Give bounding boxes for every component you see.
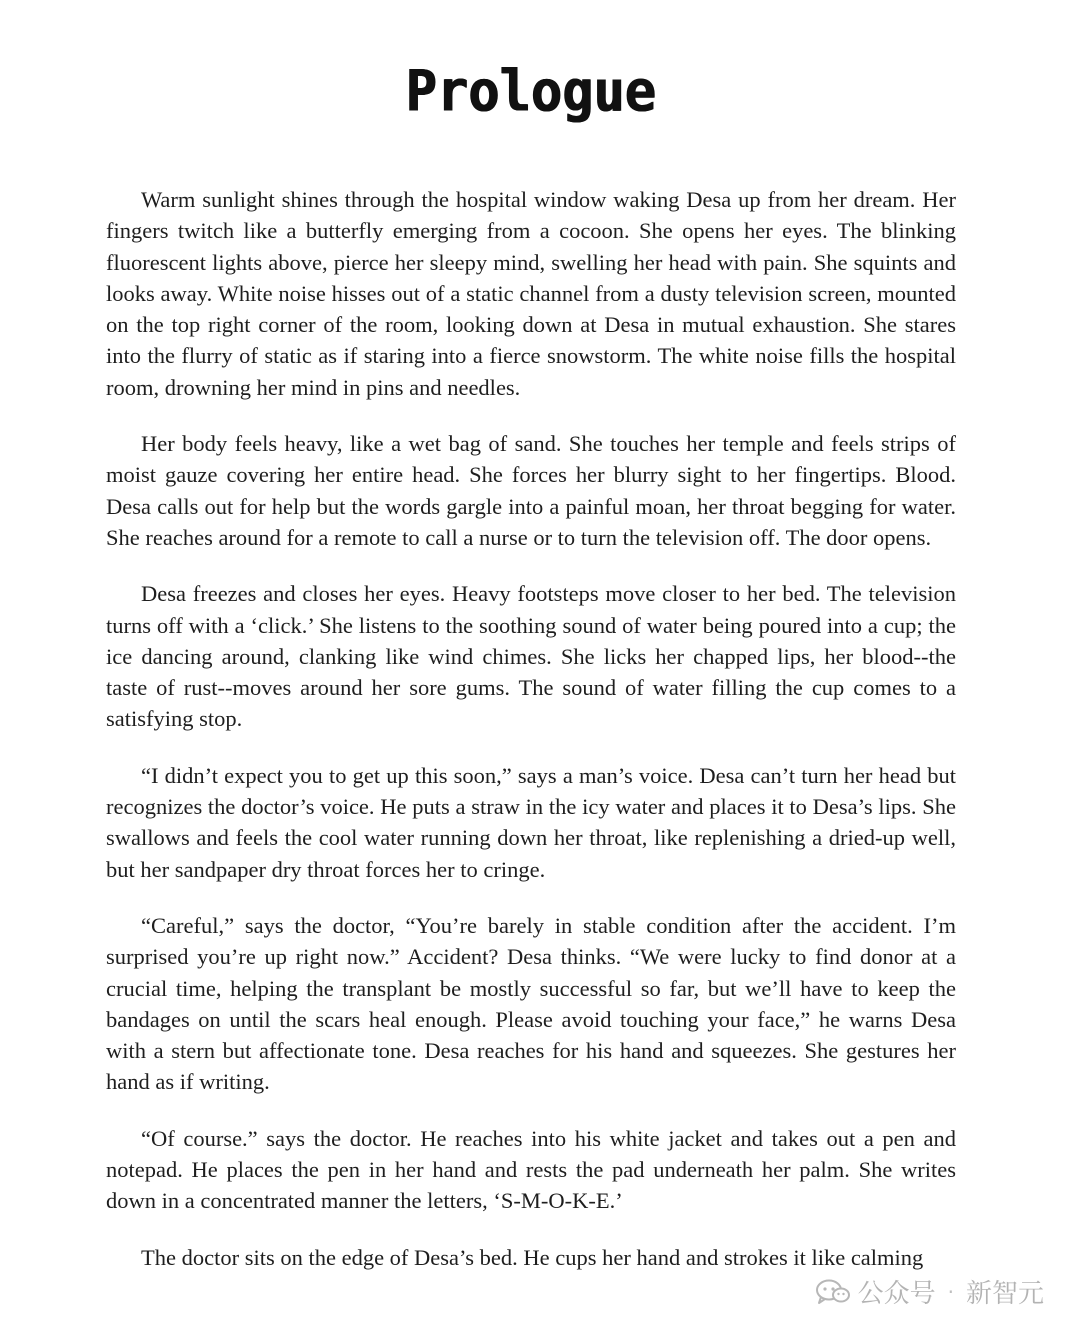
- watermark-name: 新智元: [965, 1279, 1044, 1309]
- watermark-account-type: 公众号: [857, 1279, 936, 1309]
- paragraph: “Careful,” says the doctor, “You’re barely in stable condition after the accident. I’m surprised you’re up right now.” Accident? Desa thinks. “We were lucky to find donor at a crucial time, helping the transplant be mostly successful so far, but we’ll have to keep the bandages on until the scars heal enough. Please avoid touching your face,” he warns Desa with a stern but affectionate tone. Desa reaches for his hand and squeezes. She gestures her hand as if writing.: [106, 912, 956, 1095]
- paragraph: Her body feels heavy, like a wet bag of sand. She touches her temple and feels strips of moist gauze covering her entire head. She forces her blurry sight to her fingertips. Blood. Desa calls out for help but the words gargle into a painful moan, her throat begging for water. She reaches around for a remote to call a nurse or to turn the television off. The door opens.: [106, 431, 956, 550]
- paragraph: Desa freezes and closes her eyes. Heavy footsteps move closer to her bed. The television turns off with a ‘click.’ She listens to the soothing sound of water being poured into a cup; the ice dancing around, clanking like wind chimes. She licks her chapped lips, her blood--the taste of rust--moves around her sore gums. The sound of water filling the cup comes to a satisfying stop.: [106, 581, 956, 732]
- wechat-icon: [816, 1279, 850, 1305]
- paragraph-partial: The doctor sits on the edge of Desa’s bed. He cups her hand and strokes it like calming: [141, 1244, 924, 1270]
- paragraph: “I didn’t expect you to get up this soon,” says a man’s voice. Desa can’t turn her head but recognizes the doctor’s voice. He puts a straw in the icy water and places it to Desa’s lips. She swallows and feels the cool water running down her throat, like replenishing a dried-up well, but her sandpaper dry throat forces her to cringe.: [106, 762, 956, 882]
- chapter-title: Prologue: [405, 58, 657, 125]
- watermark-separator: ·: [947, 1279, 954, 1304]
- watermark: [816, 1273, 1044, 1310]
- paragraph: “Of course.” says the doctor. He reaches into his white jacket and takes out a pen and notepad. He places the pen in her hand and rests the pad underneath her palm. She writes down in a concentrated manner the letters, ‘S-M-O-K-E.’: [106, 1125, 956, 1214]
- paragraph: Warm sunlight shines through the hospital window waking Desa up from her dream. Her fingers twitch like a butterfly emerging from a cocoon. She opens her eyes. The blinking fluorescent lights above, pierce her sleepy mind, swelling her head with pain. She squints and looks away. White noise hisses out of a static channel from a dusty television screen, mounted on the top right corner of the room, looking down at Desa in mutual exhaustion. She stares into the flurry of static as if staring into a fierce snowstorm. The white noise fills the hospital room, drowning her mind in pins and needles.: [106, 187, 956, 400]
- chapter-body: [106, 184, 956, 1273]
